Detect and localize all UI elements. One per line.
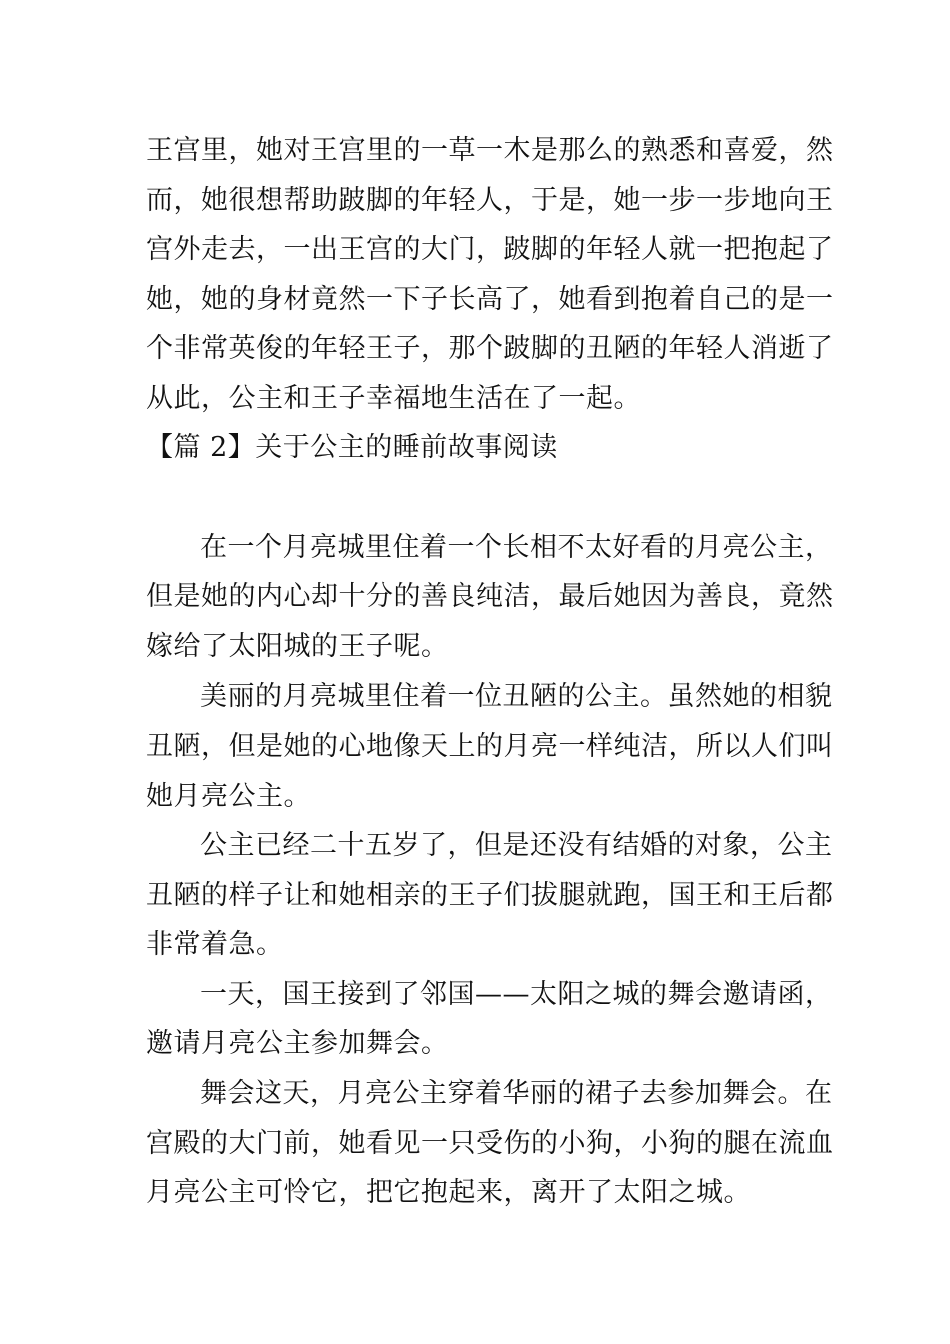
text-line: 邀请月亮公主参加舞会。 <box>146 1028 449 1059</box>
text-line: 但是她的内心却十分的善良纯洁，最后她因为善良，竟然 <box>146 581 834 612</box>
text-line: 宫殿的大门前，她看见一只受伤的小狗，小狗的腿在流血 <box>146 1128 834 1159</box>
text-line: 舞会这天，月亮公主穿着华丽的裙子去参加舞会。在 <box>200 1078 833 1109</box>
text-line: 丑陋的样子让和她相亲的王子们拔腿就跑，国王和王后都 <box>146 880 834 911</box>
text-line: 嫁给了太阳城的王子呢。 <box>146 631 449 662</box>
text-line: 宫外走去，一出王宫的大门，跛脚的年轻人就一把抱起了 <box>146 234 834 265</box>
text-line: 而，她很想帮助跛脚的年轻人，于是，她一步一步地向王 <box>146 185 834 216</box>
text-line: 她，她的身材竟然一下子长高了，她看到抱着自己的是一 <box>146 284 834 315</box>
text-line: 王宫里，她对王宫里的一草一木是那么的熟悉和喜爱，然 <box>146 135 834 166</box>
text-line: 月亮公主可怜它，把它抱起来，离开了太阳之城。 <box>146 1177 751 1208</box>
text-line: 从此，公主和王子幸福地生活在了一起。 <box>146 383 641 414</box>
text-line: 公主已经二十五岁了，但是还没有结婚的对象，公主 <box>200 830 833 861</box>
text-line: 一天，国王接到了邻国——太阳之城的舞会邀请函， <box>200 979 833 1010</box>
text-line: 她月亮公主。 <box>146 781 311 812</box>
text-line: 个非常英俊的年轻王子，那个跛脚的丑陋的年轻人消逝了 <box>146 333 834 364</box>
section-heading: 【篇 2】关于公主的睡前故事阅读 <box>146 432 558 463</box>
text-line: 非常着急。 <box>146 929 284 960</box>
text-line: 在一个月亮城里住着一个长相不太好看的月亮公主， <box>200 532 833 563</box>
text-line: 丑陋，但是她的心地像天上的月亮一样纯洁，所以人们叫 <box>146 731 834 762</box>
text-line: 美丽的月亮城里住着一位丑陋的公主。虽然她的相貌 <box>200 681 833 712</box>
